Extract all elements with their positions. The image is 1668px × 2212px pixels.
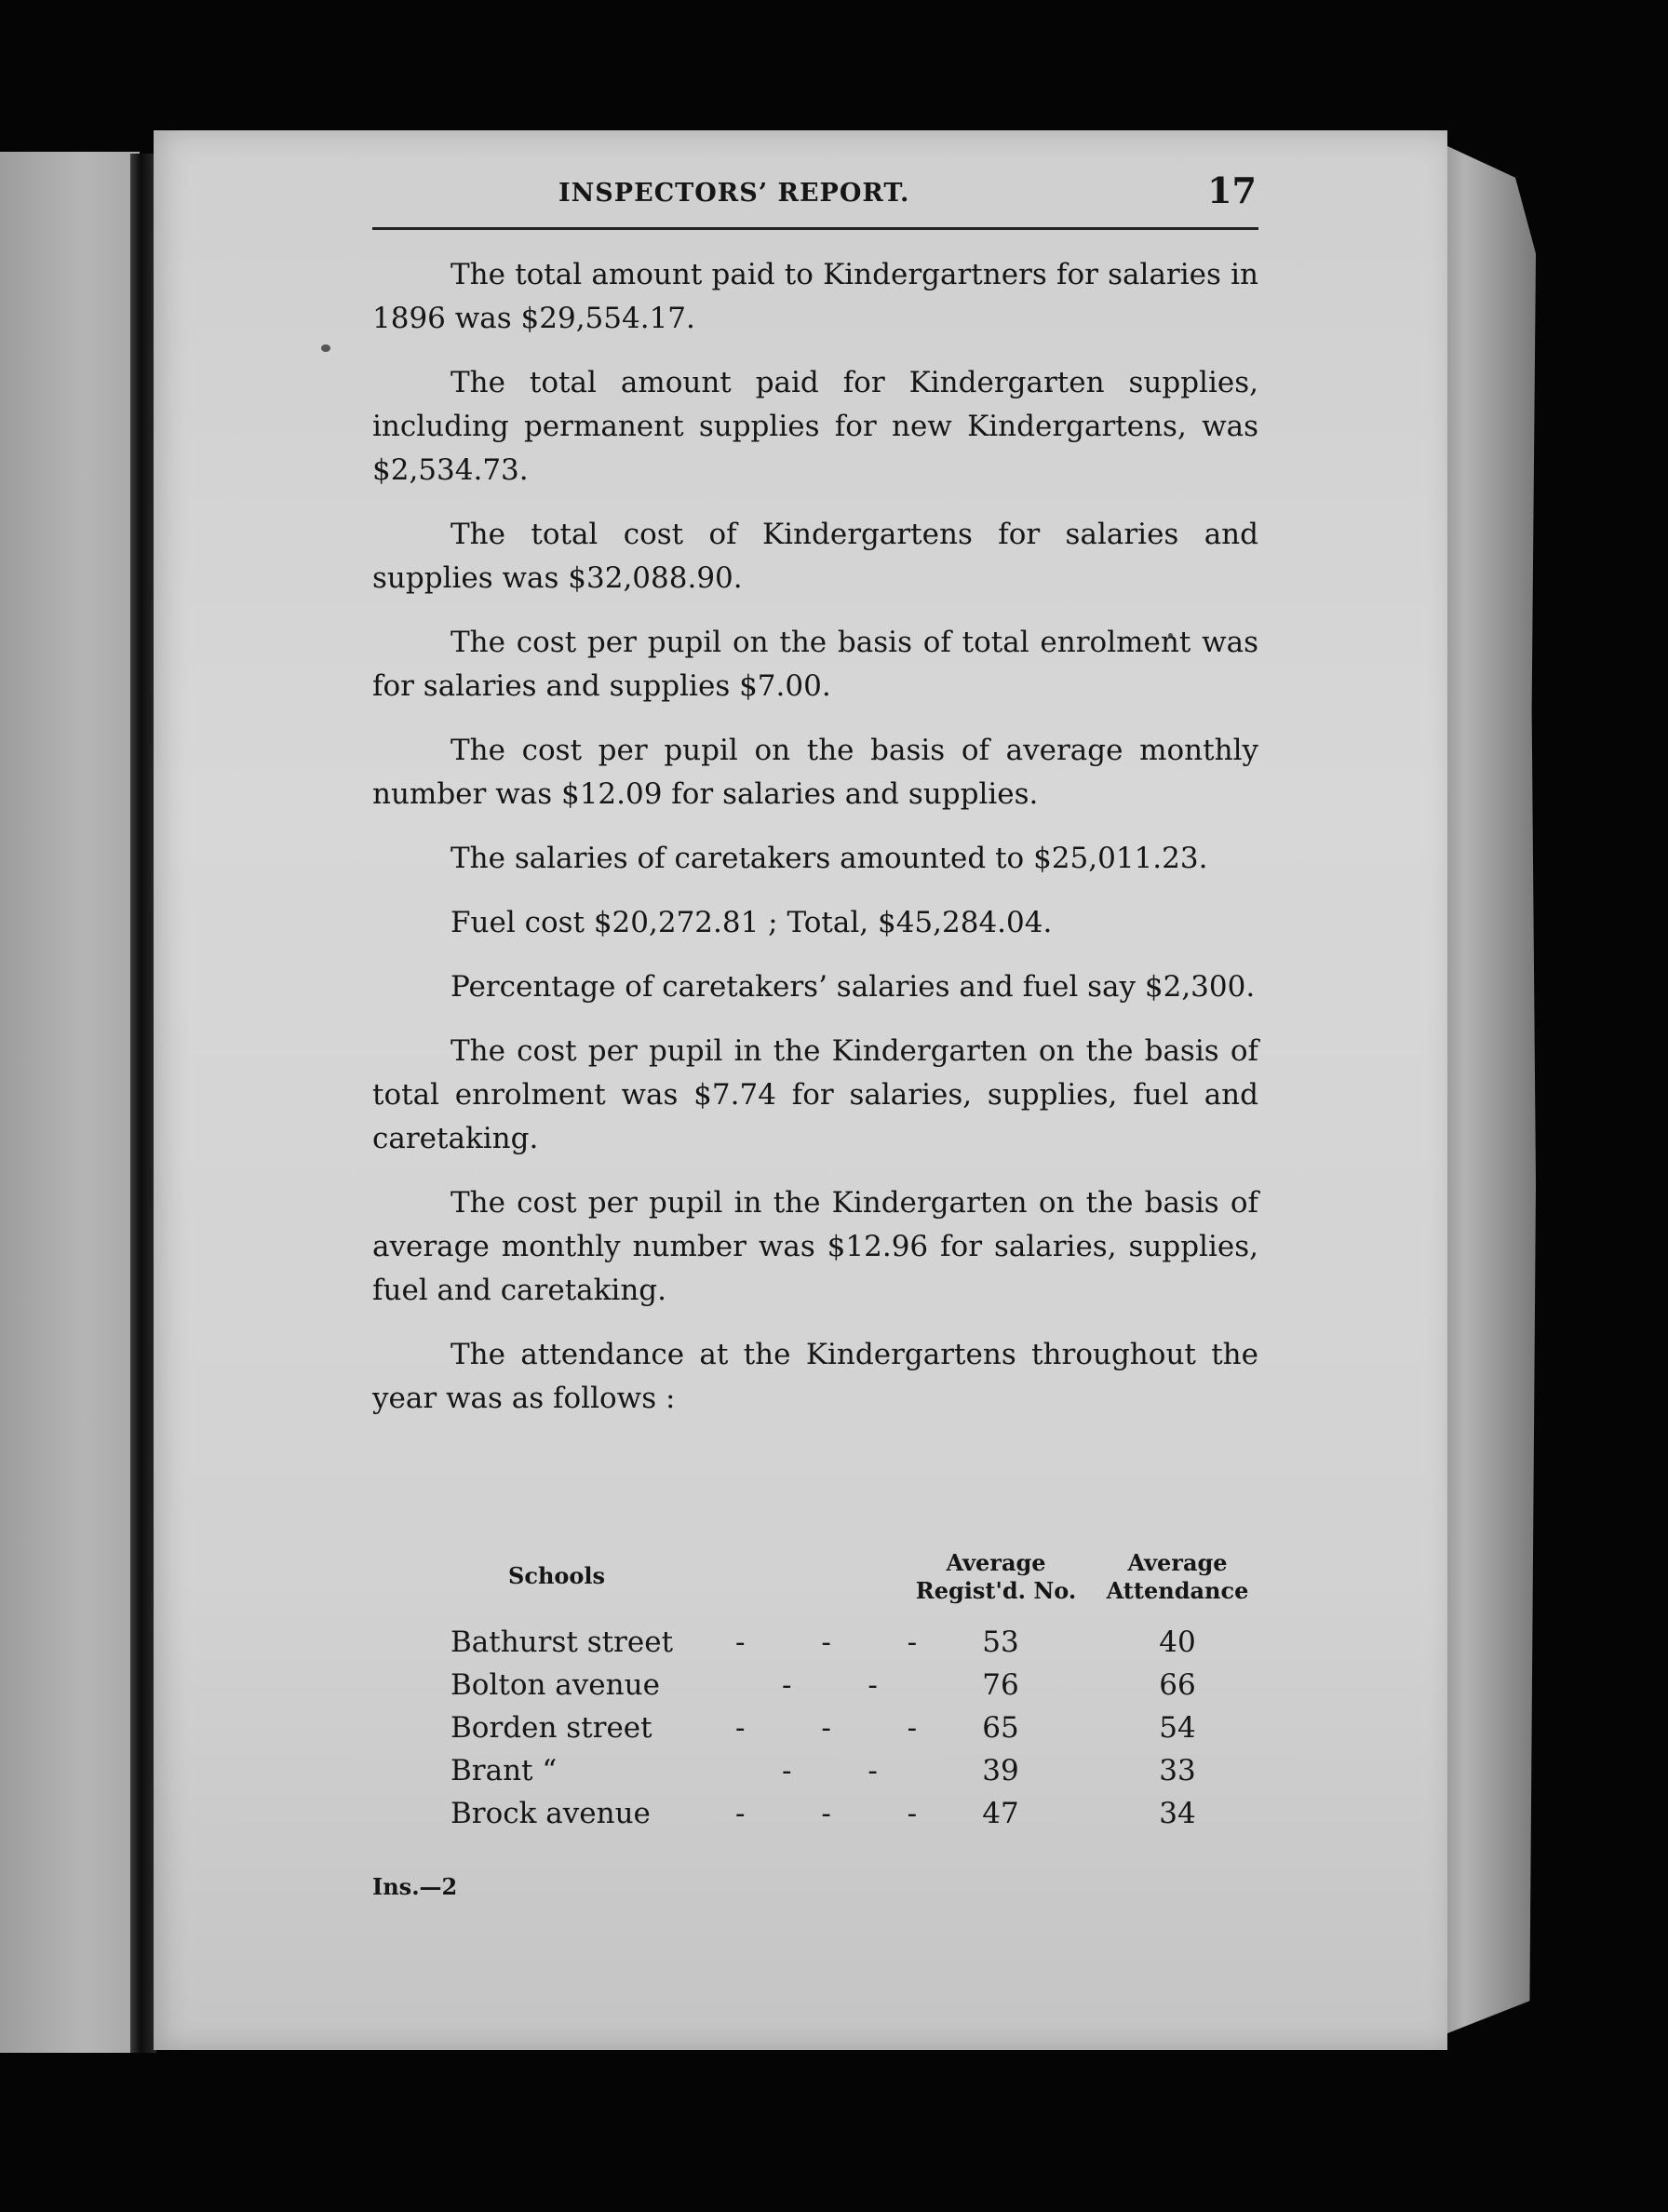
paragraph-percentage: Percentage of caretakers’ salaries and fuel say $2,300. [451,970,1256,1004]
header-schools: Schools [508,1562,606,1589]
dot-leader: - - - [735,1711,951,1745]
table-row [372,1625,1258,1668]
dot-leader: - - - [735,1797,951,1830]
dot-leader: - - [782,1754,911,1787]
attendance-value: 34 [1159,1797,1196,1830]
attendance-value: 33 [1159,1754,1196,1787]
facing-page [0,152,140,2053]
registered-value: 65 [982,1711,1019,1745]
book-gutter [130,154,156,2053]
signature-mark: Ins.—2 [372,1873,458,1900]
body-text [372,253,1258,1441]
paragraph-supplies: The total amount paid for Kindergarten supplies, including permanent supplies for new Kindergartens, was $2,534.73. [372,366,1258,487]
paragraph-cost-monthly-full: The cost per pupil in the Kindergarten on the basis of average monthly number was $12.96 for salaries, supplies, fuel and caretaking. [372,1186,1258,1307]
school-name: Brant “ [451,1754,558,1787]
table-row [372,1797,1258,1840]
header-attendance-line1: Average [1127,1549,1228,1576]
paragraph-fuel: Fuel cost $20,272.81 ; Total, $45,284.04. [451,906,1053,939]
school-name: Bathurst street [451,1625,674,1659]
dot-leader: - - - [735,1625,951,1659]
header-registered-line1: Average [946,1549,1046,1576]
header-rule [372,227,1258,230]
paragraph-salaries: The total amount paid to Kindergartners for salaries in 1896 was $29,554.17. [372,258,1258,335]
paragraph-cost-enrolment-full: The cost per pupil in the Kindergarten on the basis of total enrolment was $7.74 for salaries, supplies, fuel and caretaking. [372,1034,1258,1155]
school-name: Brock avenue [451,1797,651,1830]
paragraph-caretakers: The salaries of caretakers amounted to $25,011.23. [451,842,1208,875]
running-head [372,169,1266,225]
dot-leader: - - [782,1668,911,1702]
table-row [372,1668,1258,1711]
registered-value: 47 [982,1797,1019,1830]
school-name: Borden street [451,1711,652,1745]
table-row [372,1754,1258,1797]
header-attendance-line2: Attendance [1106,1577,1249,1604]
registered-value: 53 [982,1625,1019,1659]
registered-value: 39 [982,1754,1019,1787]
registered-value: 76 [982,1668,1019,1702]
attendance-value: 66 [1159,1668,1196,1702]
running-title: INSPECTORS’ REPORT. [558,179,910,208]
page-number: 17 [1207,169,1257,211]
page-stack-edge [1433,140,1536,2039]
attendance-value: 40 [1159,1625,1196,1659]
header-attendance [1094,1549,1261,1605]
header-registered-line2: Regist'd. No. [915,1577,1077,1604]
ink-speck [321,344,330,352]
paragraph-cost-enrolment: The cost per pupil on the basis of total enrolment was for salaries and supplies $7.00. [372,626,1258,703]
table-body [372,1625,1258,1840]
paragraph-attendance-intro: The attendance at the Kindergartens throughout the year was as follows : [372,1338,1258,1415]
header-registered [894,1549,1098,1605]
attendance-value: 54 [1159,1711,1196,1745]
paragraph-total-cost: The total cost of Kindergartens for salaries and supplies was $32,088.90. [372,518,1258,595]
paragraph-cost-monthly: The cost per pupil on the basis of average monthly number was $12.09 for salaries and supplies. [372,734,1258,811]
school-name: Bolton avenue [451,1668,660,1702]
table-row [372,1711,1258,1754]
